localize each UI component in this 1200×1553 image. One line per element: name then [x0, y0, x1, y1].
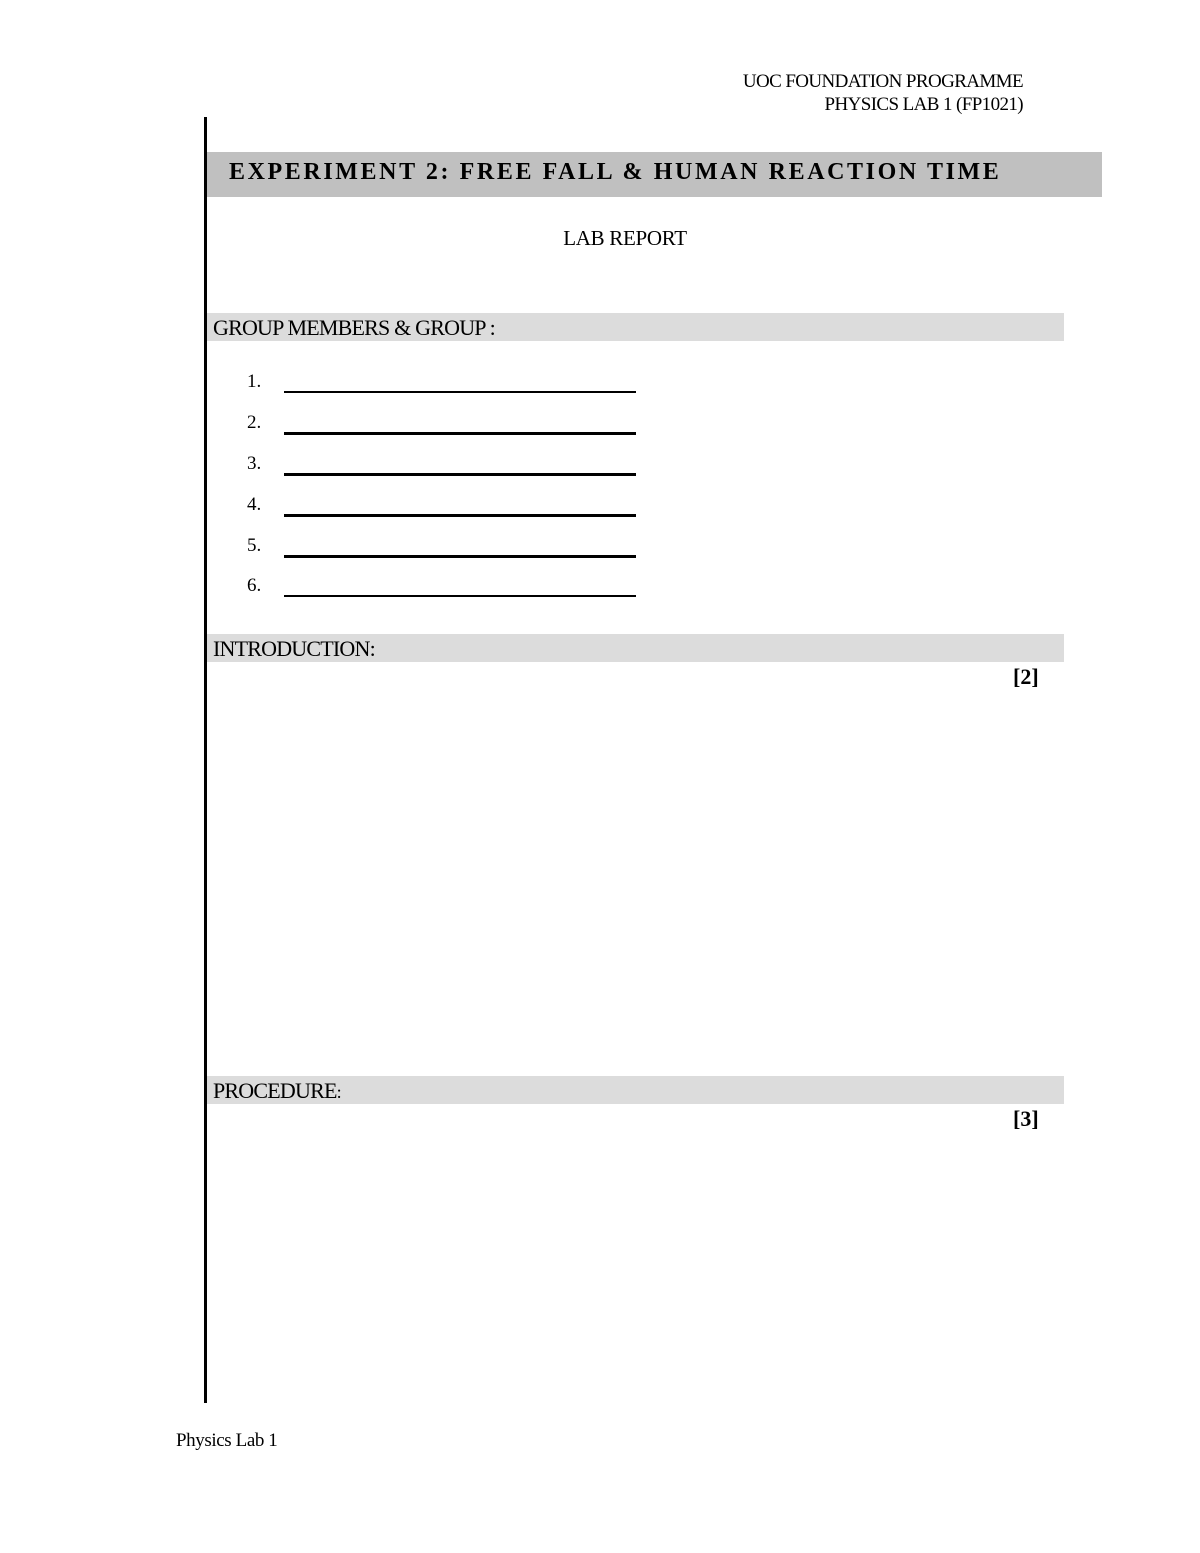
member-number: 2. — [247, 412, 262, 433]
member-name-line[interactable] — [284, 473, 636, 476]
introduction-marks: [2] — [1013, 664, 1039, 689]
header-course: PHYSICS LAB 1 (FP1021) — [824, 94, 1023, 115]
procedure-label-suffix: : — [336, 1082, 341, 1102]
document-header — [743, 70, 1023, 116]
title-band — [207, 152, 1102, 197]
procedure-section — [207, 1076, 1064, 1104]
group-members-section — [207, 313, 1064, 341]
header-programme: UOC FOUNDATION PROGRAMME — [742, 71, 1023, 92]
introduction-label: INTRODUCTION: — [213, 636, 375, 661]
introduction-section — [207, 634, 1064, 662]
member-number: 1. — [247, 371, 262, 392]
member-name-line[interactable] — [284, 595, 636, 597]
member-name-line[interactable] — [284, 555, 636, 558]
member-number: 4. — [247, 494, 262, 515]
member-name-line[interactable] — [284, 391, 636, 393]
procedure-label-text: PROCEDURE — [213, 1078, 337, 1103]
member-number: 3. — [247, 453, 262, 474]
left-margin-rule — [204, 117, 207, 1403]
report-subtitle: LAB REPORT — [563, 226, 687, 250]
member-name-line[interactable] — [284, 514, 636, 517]
group-members-label: GROUP MEMBERS & GROUP : — [213, 315, 495, 340]
member-number: 6. — [247, 575, 262, 596]
procedure-marks: [3] — [1013, 1106, 1039, 1131]
page-footer: Physics Lab 1 — [176, 1430, 278, 1451]
member-name-line[interactable] — [284, 432, 636, 435]
procedure-label — [213, 1078, 341, 1104]
page-title: EXPERIMENT 2: FREE FALL & HUMAN REACTION TIME — [229, 159, 1002, 185]
member-number: 5. — [247, 535, 262, 556]
